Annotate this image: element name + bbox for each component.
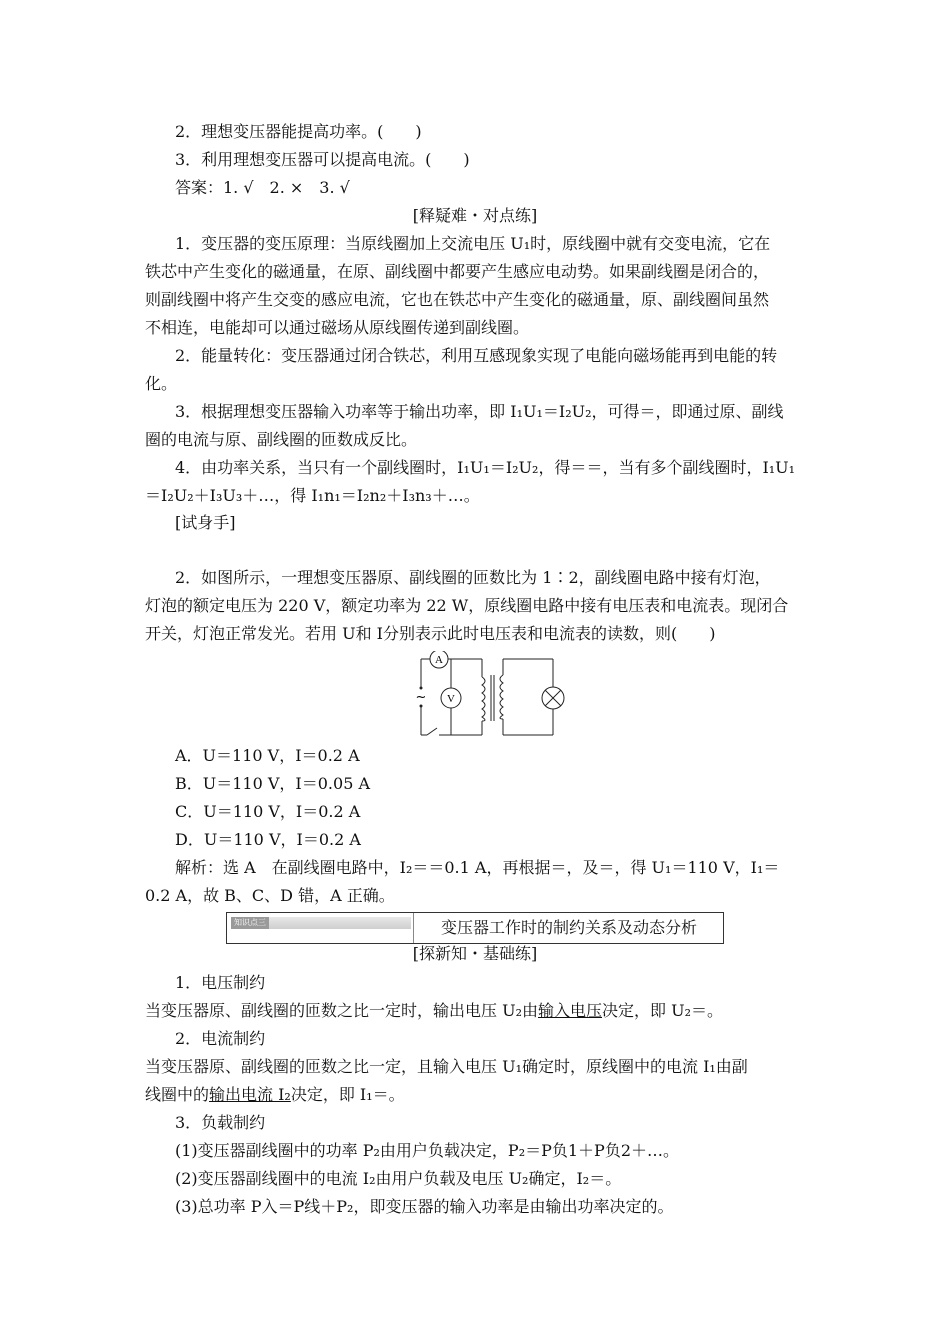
problem-line-2: 灯泡的额定电压为 220 V，额定功率为 22 W，原线圈电路中接有电压表和电流表。现闭合 [145,596,789,615]
para-3-line-2: 圈的电流与原、副线圈的匝数成反比。 [145,430,418,449]
para-3-line-1: 3．根据理想变压器输入功率等于输出功率，即 I₁U₁＝I₂U₂，可得＝，即通过原、副线 [175,402,784,421]
para-1-line-4: 不相连，电能却可以通过磁场从原线圈传递到副线圈。 [145,318,530,337]
current-constraint-line-1: 当变压器原、副线圈的匝数之比一定，且输入电压 U₁确定时，原线圈中的电流 I₁由副 [145,1057,748,1076]
judge-item-2: 2．理想变压器能提高功率。( ) [175,122,422,141]
load-constraint-3: (3)总功率 P入＝P线＋P₂，即变压器的输入功率是由输出功率决定的。 [175,1197,674,1216]
para-2-line-2: 化。 [145,374,178,393]
solution-line-2: 0.2 A，故 B、C、D 错，A 正确。 [145,886,395,905]
lamp-cross-icon [542,687,564,709]
transformer-circuit-diagram [405,651,580,743]
para-2-line-1: 2．能量转化：变压器通过闭合铁芯，利用互感现象实现了电能向磁场能再到电能的转 [175,346,778,365]
load-constraint-2: (2)变压器副线圈中的电流 I₂由用户负载及电压 U₂确定，I₂＝。 [175,1169,622,1188]
solution-line-1: 解析：选 A 在副线圈电路中，I₂＝＝0.1 A，再根据＝，及＝，得 U₁＝110 V，I₁＝ [175,858,780,877]
para-1-line-1: 1．变压器的变压原理：当原线圈加上交流电压 U₁时，原线圈中就有交变电流，它在 [175,234,771,253]
option-c: C．U＝110 V，I＝0.2 A [175,802,361,821]
para-1-line-3: 则副线圈中将产生交变的感应电流，它也在铁芯中产生变化的磁通量，原、副线圈间虽然 [145,290,770,309]
judge-answer: 答案：1. √ 2. × 3. √ [175,178,350,197]
knowledge-point-badge: 知识点三 [231,917,411,929]
ammeter-label: A [435,654,443,666]
problem-line-1: 2．如图所示，一理想变压器原、副线圈的匝数比为 1∶2，副线圈电路中接有灯泡， [175,568,771,587]
option-d: D．U＝110 V，I＝0.2 A [175,830,361,849]
heading-load-constraint: 3．负载制约 [175,1113,266,1132]
voltmeter-label: V [447,693,455,705]
heading-voltage-constraint: 1．电压制约 [175,973,266,992]
knowledge-point-title: 变压器工作时的制约关系及动态分析 [413,913,724,943]
voltage-constraint-text: 当变压器原、副线圈的匝数之比一定时，输出电压 U₂由输入电压决定，即 U₂＝。 [145,1001,724,1020]
section-header-doubt: [释疑难・对点练] [412,206,538,225]
option-a: A．U＝110 V，I＝0.2 A [175,746,360,765]
section-header-explore: [探新知・基础练] [412,944,538,963]
knowledge-point-banner [226,912,724,944]
load-constraint-1: (1)变压器副线圈中的功率 P₂由用户负载决定，P₂＝P负1＋P负2＋…。 [175,1141,680,1160]
heading-current-constraint: 2．电流制约 [175,1029,266,1048]
ac-source-icon: ~ [415,690,427,705]
current-constraint-line-2: 线圈中的输出电流 I₂决定，即 I₁＝。 [145,1085,405,1104]
para-4-line-1: 4．由功率关系，当只有一个副线圈时，I₁U₁＝I₂U₂，得＝＝，当有多个副线圈时，I₁U₁ [175,458,796,477]
judge-item-3: 3．利用理想变压器可以提高电流。( ) [175,150,470,169]
problem-line-3: 开关，灯泡正常发光。若用 U和 I分别表示此时电压表和电流表的读数，则( ) [145,624,716,643]
para-1-line-2: 铁芯中产生变化的磁通量，在原、副线圈中都要产生感应电动势。如果副线圈是闭合的， [145,262,770,281]
para-4-line-2: ＝I₂U₂＋I₃U₃＋…，得 I₁n₁＝I₂n₂＋I₃n₃＋…。 [145,486,480,505]
option-b: B．U＝110 V，I＝0.05 A [175,774,371,793]
try-label: [试身手] [175,513,236,532]
